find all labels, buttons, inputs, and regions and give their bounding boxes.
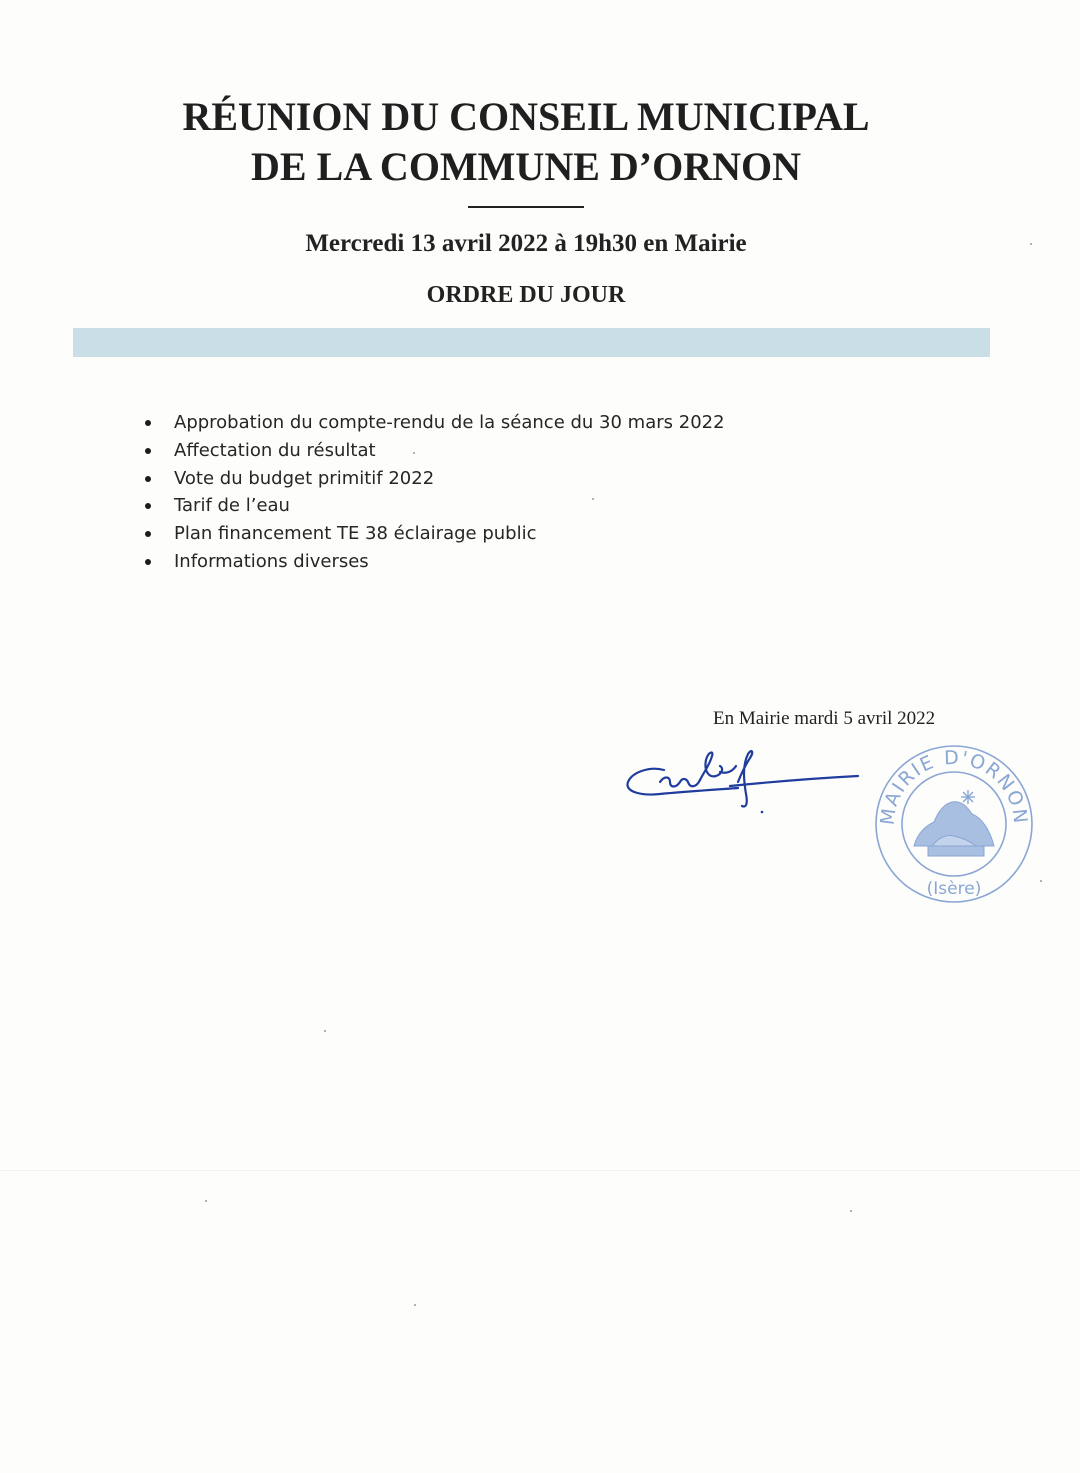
bullet-icon (145, 420, 151, 426)
svg-text:MAIRIE D'ORNON: MAIRIE D'ORNON (876, 746, 1032, 827)
meeting-date: Mercredi 13 avril 2022 à 19h30 en Mairie (305, 230, 747, 257)
list-item (145, 548, 725, 576)
scan-speck (414, 1304, 416, 1306)
agenda-item-label: Vote du budget primitif 2022 (174, 467, 435, 489)
list-item (145, 492, 725, 520)
svg-text:(Isère): (Isère) (926, 879, 982, 899)
agenda-item-label: Informations diverses (174, 550, 369, 572)
list-item (145, 520, 725, 548)
agenda-item-label: Approbation du compte-rendu de la séance du 30 mars 2022 (174, 412, 725, 433)
bullet-icon (145, 559, 151, 565)
bullet-icon (145, 503, 151, 509)
scan-speck (592, 498, 594, 500)
title-divider (468, 206, 584, 208)
agenda-item-label: Affectation du résultat (174, 439, 376, 461)
scan-speck (324, 1030, 326, 1032)
scan-speck (413, 452, 415, 454)
scan-speck (850, 1210, 852, 1212)
bullet-icon (145, 448, 151, 454)
scan-speck (205, 1200, 207, 1202)
title-line-1: RÉUNION DU CONSEIL MUNICIPAL (182, 94, 870, 139)
agenda-item-label: Plan financement TE 38 éclairage public (174, 523, 537, 545)
signature-image (620, 742, 870, 822)
place-and-date: En Mairie mardi 5 avril 2022 (713, 708, 936, 729)
scan-speck (1040, 880, 1042, 882)
bullet-icon (145, 531, 151, 537)
scan-fold-line (0, 1170, 1080, 1171)
agenda-list (145, 409, 725, 576)
title-line-2: DE LA COMMUNE D’ORNON (251, 144, 801, 189)
scan-speck (1030, 243, 1032, 245)
agenda-heading: ORDRE DU JOUR (426, 282, 626, 308)
list-item (145, 437, 725, 465)
bullet-icon (145, 476, 151, 482)
header-band (73, 328, 990, 357)
agenda-item-label: Tarif de l’eau (174, 495, 290, 517)
list-item (145, 409, 725, 437)
official-stamp-image (872, 742, 1036, 906)
list-item (145, 465, 725, 493)
